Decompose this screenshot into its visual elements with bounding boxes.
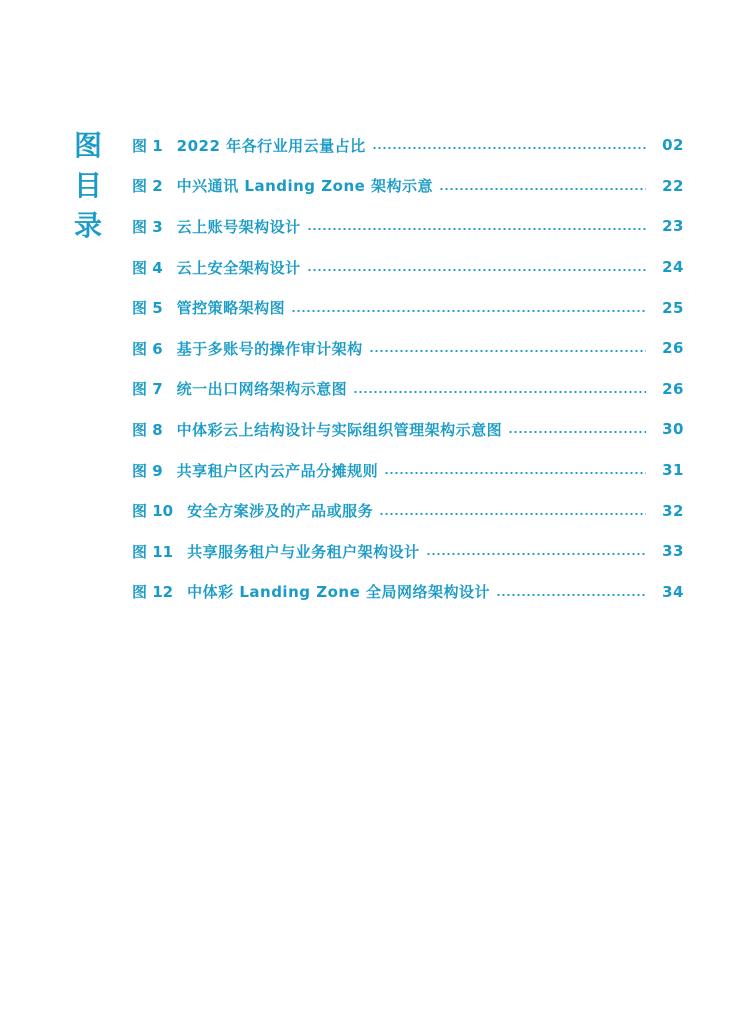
figure-title: 中兴通讯 Landing Zone 架构示意 — [176, 177, 434, 196]
figure-label: 图 9 — [132, 461, 163, 480]
figure-label: 图 5 — [132, 299, 163, 318]
figure-label: 图 11 — [132, 542, 174, 561]
toc-entry[interactable] — [132, 166, 684, 207]
dot-leader — [307, 228, 646, 230]
section-title-char: 录 — [73, 209, 102, 242]
dot-leader — [508, 431, 646, 433]
dot-leader — [496, 594, 646, 596]
figure-label: 图 3 — [132, 217, 163, 236]
page-number: 33 — [662, 542, 684, 561]
figure-label: 图 4 — [132, 258, 163, 277]
toc-entry[interactable] — [132, 206, 684, 247]
figure-label: 图 1 — [132, 136, 163, 155]
toc-entry[interactable] — [132, 409, 684, 450]
page-number: 30 — [662, 420, 684, 439]
page-number: 24 — [662, 258, 684, 277]
dot-leader — [426, 553, 646, 555]
toc-entry[interactable] — [132, 369, 684, 410]
section-title-char: 图 — [73, 129, 102, 162]
figure-title: 安全方案涉及的产品或服务 — [187, 502, 374, 521]
figure-title: 统一出口网络架构示意图 — [176, 380, 348, 399]
page-number: 25 — [662, 298, 684, 317]
figure-label: 图 8 — [132, 420, 163, 439]
dot-leader — [307, 269, 646, 271]
dot-leader — [384, 472, 646, 474]
figure-label: 图 7 — [132, 380, 163, 399]
figure-title: 2022 年各行业用云量占比 — [176, 136, 366, 155]
toc-entry[interactable] — [132, 490, 684, 531]
page-number: 22 — [662, 176, 684, 195]
toc-entry[interactable] — [132, 125, 684, 166]
toc-entry[interactable] — [132, 328, 684, 369]
dot-leader — [372, 147, 646, 149]
section-title-char: 目 — [73, 169, 102, 202]
figure-title: 中体彩云上结构设计与实际组织管理架构示意图 — [176, 420, 503, 439]
figure-label: 图 10 — [132, 502, 174, 521]
dot-leader — [353, 391, 646, 393]
figure-title: 共享服务租户与业务租户架构设计 — [187, 542, 420, 561]
toc-entry[interactable] — [132, 572, 684, 613]
page-number: 26 — [662, 379, 684, 398]
page-number: 26 — [662, 339, 684, 358]
dot-leader — [369, 350, 646, 352]
figure-label: 图 12 — [132, 583, 174, 602]
toc-entry[interactable] — [132, 531, 684, 572]
page-number: 31 — [662, 461, 684, 480]
dot-leader — [439, 188, 646, 190]
section-title — [72, 126, 104, 246]
toc-entry[interactable] — [132, 247, 684, 288]
dot-leader — [379, 513, 646, 515]
figure-title: 云上安全架构设计 — [176, 258, 301, 277]
dot-leader — [291, 310, 646, 312]
toc-entry[interactable] — [132, 287, 684, 328]
figure-title: 共享租户区内云产品分摊规则 — [176, 461, 379, 480]
page-number: 02 — [662, 136, 684, 155]
figure-label: 图 2 — [132, 177, 163, 196]
figure-title: 管控策略架构图 — [176, 299, 286, 318]
figure-label: 图 6 — [132, 339, 163, 358]
toc-entry[interactable] — [132, 450, 684, 491]
page-number: 23 — [662, 217, 684, 236]
figure-title: 中体彩 Landing Zone 全局网络架构设计 — [187, 583, 490, 602]
figure-toc — [132, 125, 684, 612]
figure-title: 基于多账号的操作审计架构 — [176, 339, 363, 358]
page-number: 34 — [662, 582, 684, 601]
figure-title: 云上账号架构设计 — [176, 217, 301, 236]
page-number: 32 — [662, 501, 684, 520]
